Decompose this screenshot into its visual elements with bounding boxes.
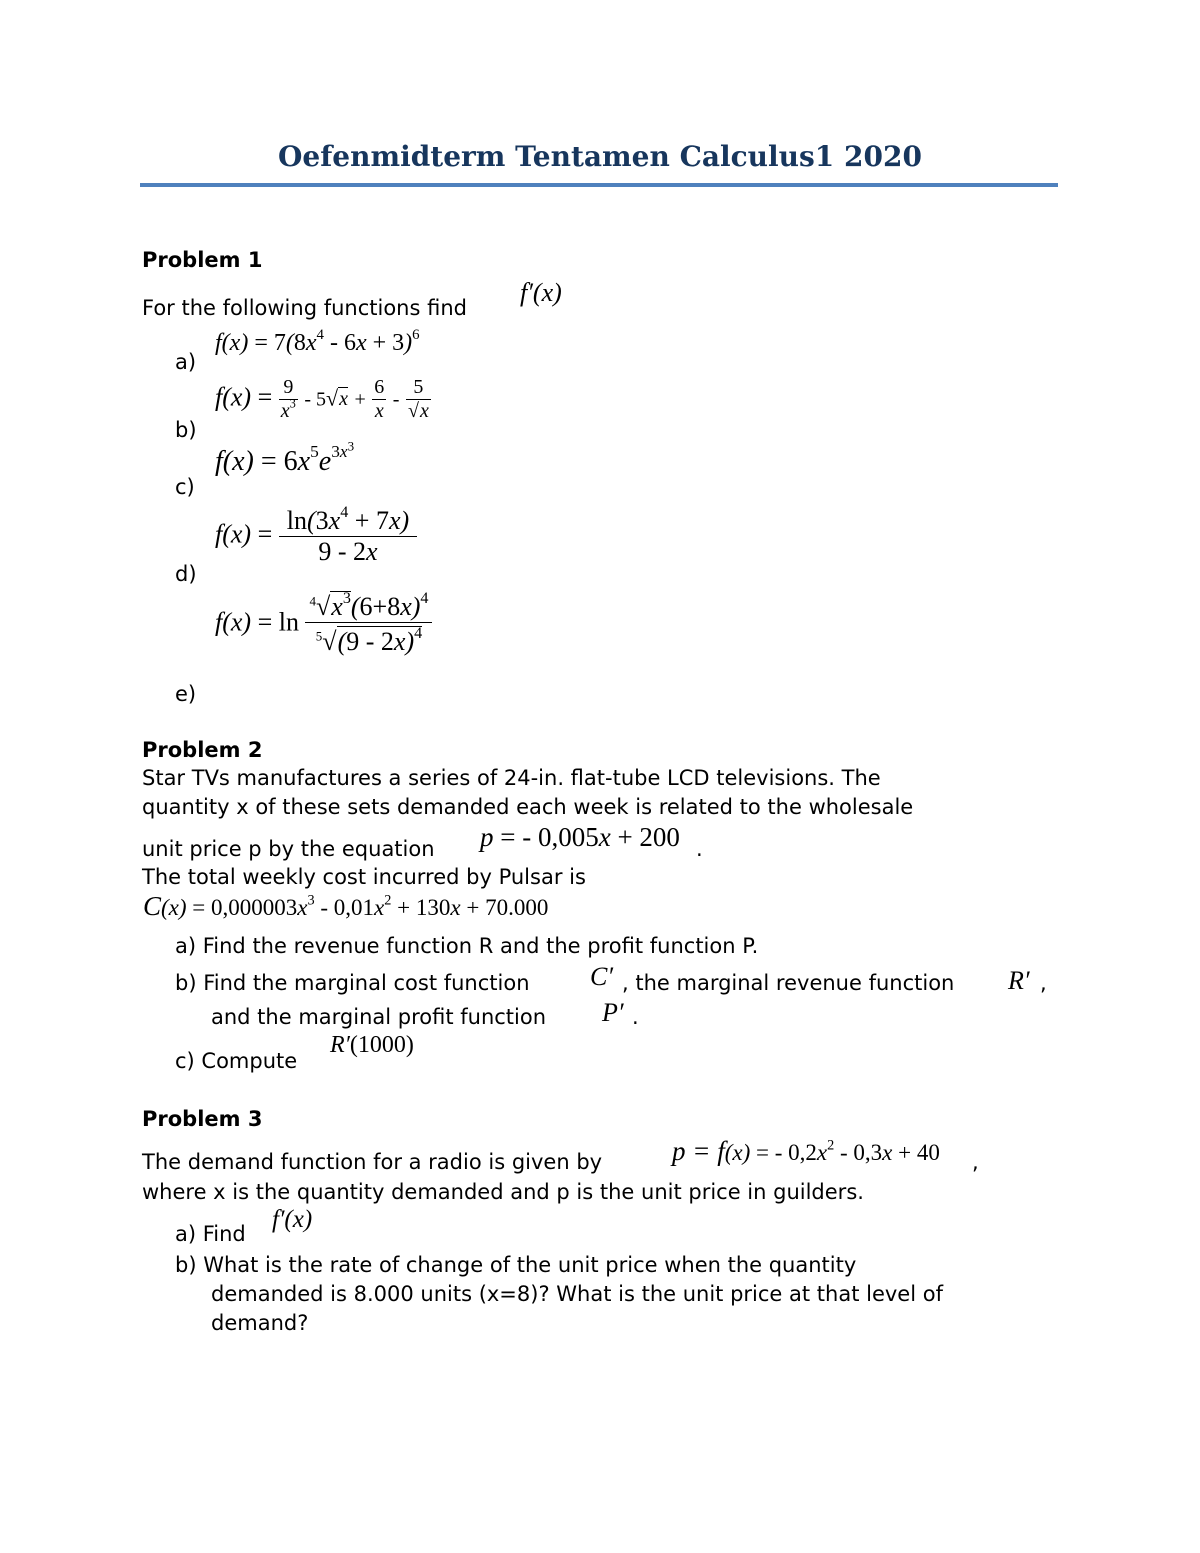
problem-2-line-3-end: . (696, 837, 703, 861)
label-a: a) (175, 350, 197, 374)
problem-2-item-a: a) Find the revenue function R and the profit function P. (175, 934, 759, 958)
formula-c-prime: C′ (590, 962, 614, 991)
formula-cost-c: $C(x) = 0,000003x^3 - 0,01x^2 + 130x + 70.000$ (143, 891, 549, 921)
problem-2-line-2: quantity x of these sets demanded each week is related to the wholesale (142, 795, 914, 819)
problem-1-heading: Problem 1 (142, 248, 263, 272)
problem-3-item-b-line-2: demanded is 8.000 units (x=8)? What is the unit price at that level of (211, 1282, 943, 1306)
formula-1a: $f(x) = 7(8x^4 - 6x + 3)^6$ (215, 326, 420, 356)
problem-2-item-b: b) Find the marginal cost function (175, 971, 530, 995)
formula-1e: f(x) = ln $\frac{^4√x^3(6+8x)^4}{^5√(9 - 2x)^4}$ (215, 592, 432, 657)
label-e: e) (175, 682, 197, 706)
problem-3-line-1: The demand function for a radio is given by (142, 1150, 603, 1174)
problem-2-line-1: Star TVs manufactures a series of 24-in. flat-tube LCD televisions. The (142, 766, 881, 790)
formula-fprime: f′(x) (520, 278, 562, 307)
formula-f-prime-x: f′(x) (272, 1206, 313, 1233)
formula-p-prime: P′ (602, 998, 624, 1027)
formula-r-prime: R′ (1008, 966, 1030, 995)
formula-r-prime-1000: R′(1000) (330, 1032, 414, 1058)
formula-demand-p: p = - 0,005x + 200 (480, 822, 680, 852)
title-underline (140, 183, 1058, 187)
label-b: b) (175, 418, 197, 442)
formula-1d: f(x) = $\frac{\ln(3x^4 + 7x)}{9 - 2x}$ (215, 506, 417, 567)
problem-2-item-b-line-2: and the marginal profit function (211, 1005, 547, 1029)
problem-2-line-3: unit price p by the equation (142, 837, 435, 861)
label-c: c) (175, 475, 195, 499)
problem-2-line-4: The total weekly cost incurred by Pulsar is (142, 865, 586, 889)
problem-3-heading: Problem 3 (142, 1107, 263, 1131)
problem-2-item-b-mid: , the marginal revenue function (622, 971, 955, 995)
problem-2-heading: Problem 2 (142, 738, 263, 762)
problem-3-line-2: where x is the quantity demanded and p is the unit price in guilders. (142, 1180, 864, 1204)
page-title: Oefenmidterm Tentamen Calculus1 2020 (278, 140, 922, 173)
problem-3-line-1-end: , (972, 1150, 979, 1174)
problem-2-item-b-line-2-end: . (632, 1005, 639, 1029)
problem-2-item-c: c) Compute (175, 1049, 298, 1073)
problem-3-item-a: a) Find (175, 1222, 246, 1246)
problem-3-item-b: b) What is the rate of change of the unit price when the quantity (175, 1253, 857, 1277)
label-d: d) (175, 562, 197, 586)
problem-3-item-b-line-3: demand? (211, 1311, 309, 1335)
formula-1c: $f(x) = 6x^5e^{3x^3}$ (215, 438, 355, 477)
formula-demand-function: p = f(x) = - $0,2x^2 - 0,3x + 40$ (672, 1136, 940, 1166)
problem-1-intro: For the following functions find (142, 296, 467, 320)
problem-2-item-b-end: , (1040, 971, 1047, 995)
formula-1b: f(x) = $\frac{9}{x^3}$ - 5√x + $\frac{6}{x}$ - $\frac{5}{√x}$ (215, 376, 429, 422)
